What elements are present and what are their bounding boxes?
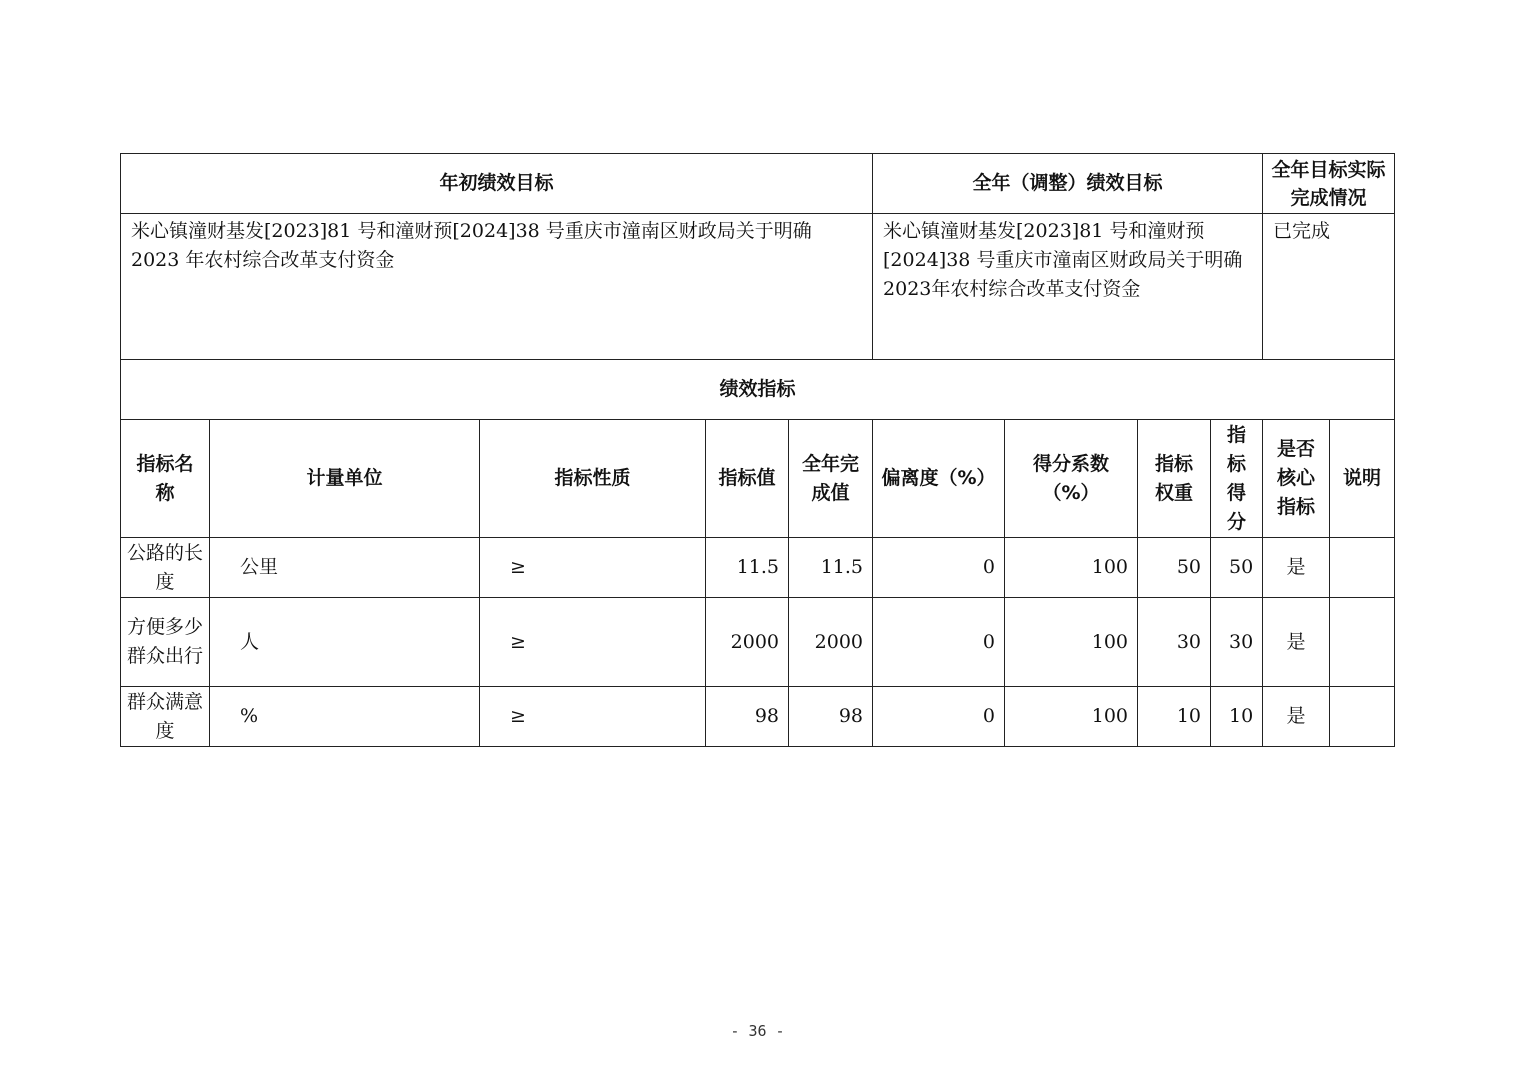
row-score: 10	[1211, 687, 1263, 747]
row-core: 是	[1263, 538, 1330, 598]
col-header-unit: 计量单位	[210, 420, 480, 538]
col-header-note: 说明	[1330, 420, 1395, 538]
row-deviation: 0	[873, 598, 1005, 687]
actual-completion-text: 已完成	[1263, 214, 1395, 360]
row-nature: ≥	[480, 687, 706, 747]
row-coefficient: 100	[1005, 598, 1138, 687]
col-header-name: 指标名称	[121, 420, 210, 538]
row-deviation: 0	[873, 538, 1005, 598]
row-completed: 11.5	[789, 538, 873, 598]
row-nature: ≥	[480, 538, 706, 598]
row-target: 98	[706, 687, 789, 747]
row-weight: 50	[1138, 538, 1211, 598]
row-unit: %	[210, 687, 480, 747]
row-weight: 30	[1138, 598, 1211, 687]
row-target: 11.5	[706, 538, 789, 598]
row-target: 2000	[706, 598, 789, 687]
row-completed: 98	[789, 687, 873, 747]
col-header-score: 指标得分	[1211, 420, 1263, 538]
row-coefficient: 100	[1005, 538, 1138, 598]
row-deviation: 0	[873, 687, 1005, 747]
actual-completion-header: 全年目标实际完成情况	[1263, 154, 1395, 214]
row-core: 是	[1263, 598, 1330, 687]
row-note	[1330, 538, 1395, 598]
row-name: 方便多少群众出行	[121, 598, 210, 687]
col-header-nature: 指标性质	[480, 420, 706, 538]
row-core: 是	[1263, 687, 1330, 747]
row-weight: 10	[1138, 687, 1211, 747]
col-header-target: 指标值	[706, 420, 789, 538]
page-number: - 36 -	[730, 1022, 785, 1040]
row-nature: ≥	[480, 598, 706, 687]
col-header-completed: 全年完成值	[789, 420, 873, 538]
table-row	[121, 538, 1395, 598]
col-header-deviation: 偏离度（%）	[873, 420, 1005, 538]
performance-table	[120, 153, 1395, 747]
initial-goal-header: 年初绩效目标	[121, 154, 873, 214]
row-score: 30	[1211, 598, 1263, 687]
row-note	[1330, 598, 1395, 687]
col-header-weight: 指标权重	[1138, 420, 1211, 538]
section-title: 绩效指标	[121, 360, 1395, 420]
col-header-coefficient: 得分系数（%）	[1005, 420, 1138, 538]
table-row	[121, 687, 1395, 747]
adjusted-goal-header: 全年（调整）绩效目标	[873, 154, 1263, 214]
row-coefficient: 100	[1005, 687, 1138, 747]
row-name: 群众满意度	[121, 687, 210, 747]
row-completed: 2000	[789, 598, 873, 687]
adjusted-goal-text: 米心镇潼财基发[2023]81 号和潼财预[2024]38 号重庆市潼南区财政局关于明确2023年农村综合改革支付资金	[873, 214, 1263, 360]
row-unit: 公里	[210, 538, 480, 598]
row-unit: 人	[210, 598, 480, 687]
table-row	[121, 598, 1395, 687]
row-name: 公路的长度	[121, 538, 210, 598]
row-score: 50	[1211, 538, 1263, 598]
col-header-core: 是否核心指标	[1263, 420, 1330, 538]
initial-goal-text: 米心镇潼财基发[2023]81 号和潼财预[2024]38 号重庆市潼南区财政局关于明确 2023 年农村综合改革支付资金	[121, 214, 873, 360]
row-note	[1330, 687, 1395, 747]
